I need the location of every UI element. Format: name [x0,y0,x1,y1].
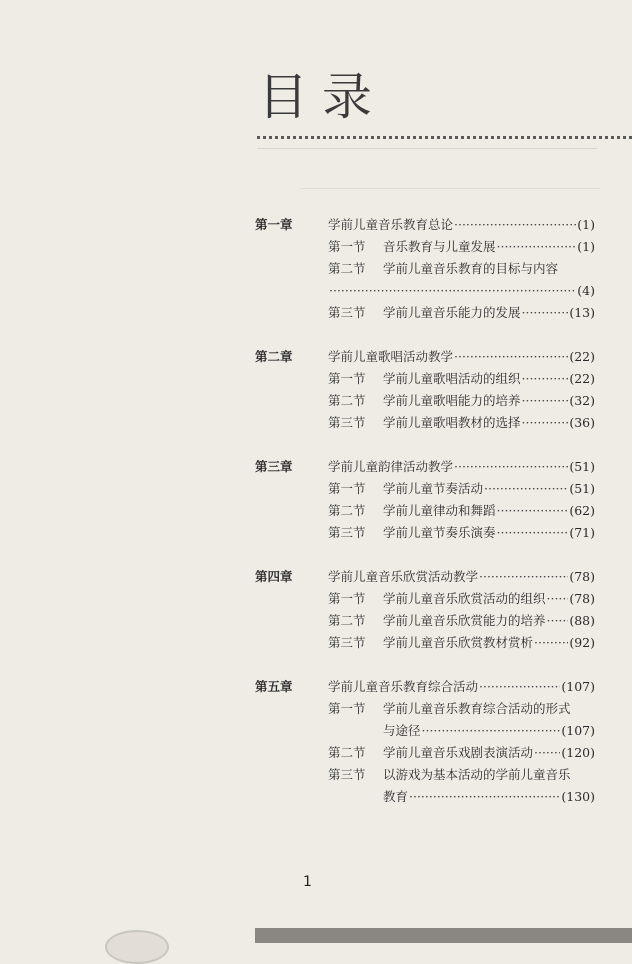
section-number: 第三节 [328,305,366,320]
section-row[interactable] [255,698,595,720]
section-row[interactable] [255,390,595,412]
section-row[interactable] [255,500,595,522]
chapter-page: (107) [561,679,595,694]
chapter-2 [255,346,595,434]
section-number: 第一节 [328,371,366,386]
dot-leader [547,610,569,632]
chapter-number: 第四章 [255,569,293,584]
section-title: 学前儿童歌唱教材的选择 [383,415,521,430]
section-title: 学前儿童歌唱能力的培养 [383,393,521,408]
chapter-5 [255,676,595,808]
section-row[interactable] [255,368,595,390]
chapter-title: 学前儿童音乐欣赏活动教学 [328,569,479,584]
section-number: 第三节 [328,415,366,430]
section-number: 第二节 [328,503,366,518]
section-title: 学前儿童歌唱活动的组织 [383,371,521,386]
chapter-title: 学前儿童音乐教育总论 [328,217,454,232]
section-title-continued: 教育 [383,789,409,804]
section-page: (107) [561,723,595,738]
section-row[interactable] [255,478,595,500]
section-title: 学前儿童音乐欣赏教材赏析 [383,635,534,650]
chapter-page: (1) [577,217,595,232]
section-row[interactable] [255,258,595,280]
section-title: 学前儿童节奏乐演奏 [383,525,496,540]
dot-leader [422,720,561,742]
section-page: (92) [569,635,595,650]
dot-leader [497,500,569,522]
section-row[interactable] [255,632,595,654]
section-number: 第三节 [328,635,366,650]
section-row[interactable] [255,412,595,434]
page-number: 1 [303,874,312,890]
section-page: (62) [569,503,595,518]
section-number: 第二节 [328,393,366,408]
section-row[interactable] [255,302,595,324]
dot-leader [479,676,560,698]
section-number: 第二节 [328,745,366,760]
section-row[interactable] [255,764,595,786]
section-row-continued[interactable] [255,720,595,742]
section-row[interactable] [255,610,595,632]
section-row[interactable] [255,522,595,544]
section-number: 第一节 [328,239,366,254]
footer-bar [255,928,632,943]
chapter-row[interactable] [255,456,595,478]
section-number: 第一节 [328,701,366,716]
section-title: 学前儿童音乐能力的发展 [383,305,521,320]
section-number: 第三节 [328,525,366,540]
section-page: (71) [569,525,595,540]
section-title: 学前儿童音乐教育综合活动的形式 [383,701,571,716]
section-row-continued[interactable] [255,280,595,302]
section-title: 学前儿童音乐教育的目标与内容 [383,261,559,276]
faint-rule-secondary [300,188,600,189]
table-of-contents [255,214,595,830]
section-title: 学前儿童律动和舞蹈 [383,503,496,518]
section-page: (36) [569,415,595,430]
section-number: 第二节 [328,261,366,276]
section-title: 音乐教育与儿童发展 [383,239,496,254]
chapter-1 [255,214,595,324]
chapter-page: (22) [569,349,595,364]
dot-leader [534,632,568,654]
section-title: 以游戏为基本活动的学前儿童音乐 [383,767,571,782]
dot-leader [409,786,560,808]
section-page: (120) [561,745,595,760]
dot-leader [522,368,569,390]
dot-leader [522,412,569,434]
section-row[interactable] [255,236,595,258]
dot-leader [497,236,577,258]
section-title: 学前儿童节奏活动 [383,481,484,496]
section-number: 第一节 [328,481,366,496]
section-page: (4) [577,283,595,298]
section-page: (13) [569,305,595,320]
chapter-number: 第三章 [255,459,293,474]
chapter-title: 学前儿童歌唱活动教学 [328,349,454,364]
chapter-page: (51) [569,459,595,474]
dot-leader [522,302,569,324]
section-page: (88) [569,613,595,628]
section-title-continued: 与途径 [383,723,421,738]
dot-leader [329,280,576,302]
chapter-3 [255,456,595,544]
dot-leader [454,346,568,368]
dot-leader [484,478,568,500]
chapter-row[interactable] [255,676,595,698]
section-title: 学前儿童音乐戏剧表演活动 [383,745,534,760]
title-dotted-rule [257,136,632,139]
page-title: 目录 [258,68,386,126]
section-page: (78) [569,591,595,606]
section-row[interactable] [255,742,595,764]
chapter-number: 第一章 [255,217,293,232]
dot-leader [522,390,569,412]
chapter-number: 第二章 [255,349,293,364]
dot-leader [534,742,560,764]
dot-leader [454,214,576,236]
section-title: 学前儿童音乐欣赏能力的培养 [383,613,546,628]
chapter-title: 学前儿童音乐教育综合活动 [328,679,479,694]
chapter-page: (78) [569,569,595,584]
dot-leader [479,566,568,588]
section-page: (22) [569,371,595,386]
section-number: 第二节 [328,613,366,628]
chapter-row[interactable] [255,566,595,588]
section-row[interactable] [255,588,595,610]
chapter-title: 学前儿童韵律活动教学 [328,459,454,474]
disc-graphic [105,930,169,964]
chapter-row[interactable] [255,346,595,368]
dot-leader [497,522,569,544]
section-page: (1) [577,239,595,254]
section-row-continued[interactable] [255,786,595,808]
dot-leader [547,588,569,610]
section-page: (32) [569,393,595,408]
section-title: 学前儿童音乐欣赏活动的组织 [383,591,546,606]
chapter-row[interactable] [255,214,595,236]
section-page: (51) [569,481,595,496]
chapter-number: 第五章 [255,679,293,694]
section-number: 第一节 [328,591,366,606]
faint-rule [257,148,597,149]
section-number: 第三节 [328,767,366,782]
chapter-4 [255,566,595,654]
dot-leader [454,456,568,478]
section-page: (130) [561,789,595,804]
